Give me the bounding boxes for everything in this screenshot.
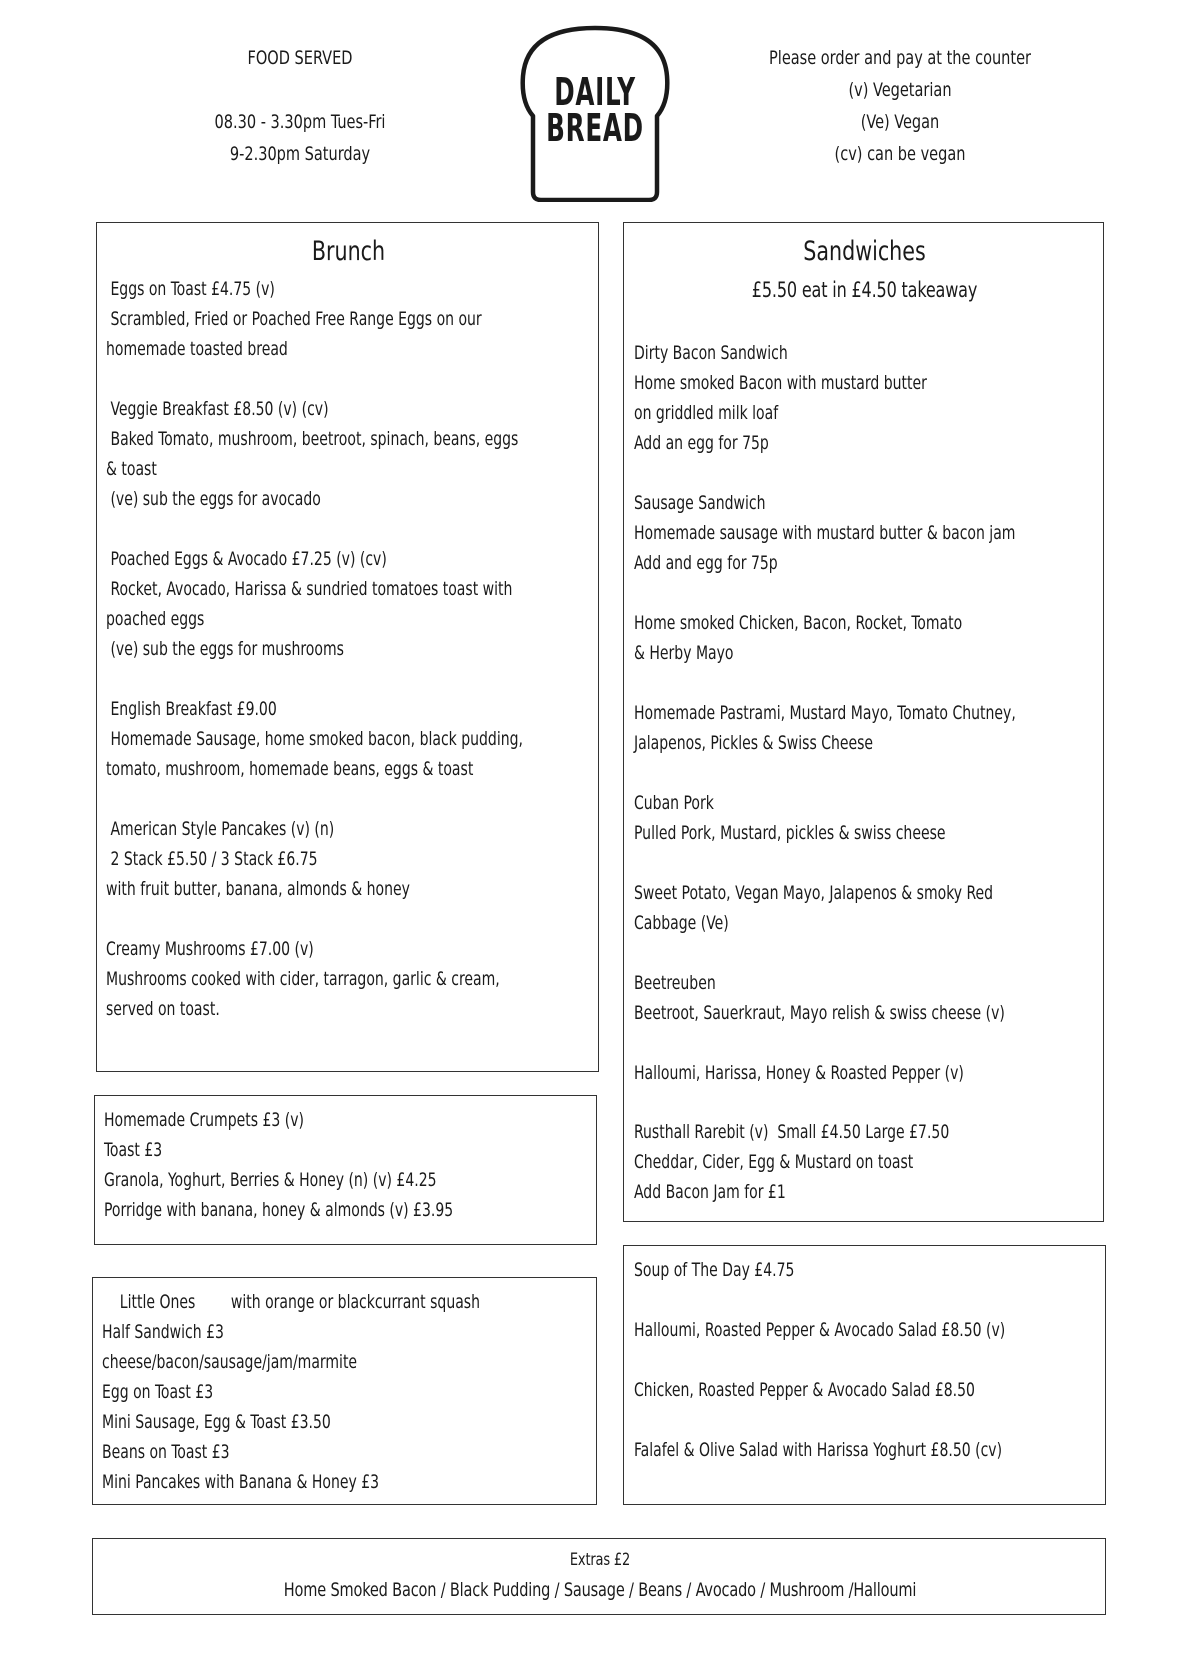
list-item: Beans on Toast £3 [102,1441,230,1463]
hours-weekdays: 08.30 - 3.30pm Tues-Fri [214,111,386,133]
soup-salads-section [623,1245,1106,1505]
list-item: Home smoked Bacon with mustard butter [634,372,927,394]
list-item: Home smoked Chicken, Bacon, Rocket, Tomato [634,612,963,634]
extras-section [92,1538,1106,1615]
list-item: Egg on Toast £3 [102,1381,214,1403]
logo-word-daily: DAILY [554,70,636,114]
list-item: Halloumi, Roasted Pepper & Avocado Salad £8.50 (v) [634,1319,1006,1341]
list-item: Cheddar, Cider, Egg & Mustard on toast [634,1151,914,1173]
list-item: Toast £3 [104,1139,163,1161]
list-item: Veggie Breakfast £8.50 (v) (cv) [106,398,329,420]
list-item: Half Sandwich £3 [102,1321,224,1343]
list-item: Sweet Potato, Vegan Mayo, Jalapenos & smoky Red [634,882,994,904]
list-item: (ve) sub the eggs for mushrooms [106,638,344,660]
spacer [150,74,450,106]
list-item: Cabbage (Ve) [634,912,729,934]
list-item: tomato, mushroom, homemade beans, eggs & toast [106,758,474,780]
list-item: American Style Pancakes (v) (n) [106,818,335,840]
list-item: Eggs on Toast £4.75 (v) [106,278,275,300]
list-item: poached eggs [106,608,205,630]
hours-saturday: 9-2.30pm Saturday [229,143,371,165]
list-item: Jalapenos, Pickles & Swiss Cheese [634,732,874,754]
list-item: English Breakfast £9.00 [106,698,277,720]
list-item: served on toast. [106,998,220,1020]
list-item: Creamy Mushrooms £7.00 (v) [106,938,314,960]
list-item: Halloumi, Harissa, Honey & Roasted Pepper (v) [634,1062,964,1084]
list-item: 2 Stack £5.50 / 3 Stack £6.75 [106,848,318,870]
key-vegan: (Ve) Vegan [860,111,940,133]
sandwiches-price: £5.50 eat in £4.50 takeaway [751,278,978,302]
order-instruction: Please order and pay at the counter [769,47,1031,69]
list-item: Homemade Sausage, home smoked bacon, black pudding, [106,728,523,750]
logo-word-bread: BREAD [546,106,644,150]
list-item: & Herby Mayo [634,642,734,664]
list-item: Pulled Pork, Mustard, pickles & swiss cheese [634,822,946,844]
list-item: Homemade Pastrami, Mustard Mayo, Tomato Chutney, [634,702,1016,724]
list-item: Add Bacon Jam for £1 [634,1181,786,1203]
extras-title: Extras £2 [569,1550,631,1570]
list-item: Beetreuben [634,972,716,994]
opening-hours [150,42,450,170]
ordering-info [700,42,1100,170]
crumpets-section [94,1095,597,1245]
list-item: Mushrooms cooked with cider, tarragon, garlic & cream, [106,968,500,990]
little-ones-section [92,1277,597,1505]
list-item: Baked Tomato, mushroom, beetroot, spinach, beans, eggs [106,428,519,450]
list-item: Mini Pancakes with Banana & Honey £3 [102,1471,380,1493]
list-item: Soup of The Day £4.75 [634,1259,795,1281]
list-item: Sausage Sandwich [634,492,766,514]
key-vegetarian: (v) Vegetarian [848,79,952,101]
list-item: (ve) sub the eggs for avocado [106,488,321,510]
list-item: cheese/bacon/sausage/jam/marmite [102,1351,358,1373]
list-item: Porridge with banana, honey & almonds (v) £3.95 [104,1199,454,1221]
list-item: Scrambled, Fried or Poached Free Range Eggs on our [106,308,482,330]
sandwiches-title: Sandwiches [803,236,926,267]
list-item: Homemade sausage with mustard butter & bacon jam [634,522,1016,544]
list-item: Dirty Bacon Sandwich [634,342,788,364]
list-item: Cuban Pork [634,792,714,814]
list-item: Chicken, Roasted Pepper & Avocado Salad £8.50 [634,1379,975,1401]
sandwiches-section [623,222,1104,1222]
list-item: Little Ones with orange or blackcurrant squash [102,1291,480,1313]
list-item: Rusthall Rarebit (v) Small £4.50 Large £7.50 [634,1121,950,1143]
list-item: Homemade Crumpets £3 (v) [104,1109,305,1131]
list-item: Granola, Yoghurt, Berries & Honey (n) (v) £4.25 [104,1169,437,1191]
daily-bread-logo [519,24,671,202]
brunch-section [96,222,599,1072]
list-item: & toast [106,458,157,480]
food-served-label: FOOD SERVED [247,47,353,69]
list-item: Mini Sausage, Egg & Toast £3.50 [102,1411,331,1433]
list-item: on griddled milk loaf [634,402,779,424]
list-item: Beetroot, Sauerkraut, Mayo relish & swiss cheese (v) [634,1002,1005,1024]
list-item: Falafel & Olive Salad with Harissa Yoghurt £8.50 (cv) [634,1439,1003,1461]
extras-items: Home Smoked Bacon / Black Pudding / Sausage / Beans / Avocado / Mushroom /Halloumi [283,1579,917,1601]
list-item: Poached Eggs & Avocado £7.25 (v) (cv) [106,548,387,570]
key-can-be-vegan: (cv) can be vegan [834,143,966,165]
list-item: Add an egg for 75p [634,432,769,454]
brunch-title: Brunch [311,236,386,267]
list-item: Add and egg for 75p [634,552,778,574]
list-item: Rocket, Avocado, Harissa & sundried tomatoes toast with [106,578,513,600]
list-item: with fruit butter, banana, almonds & honey [106,878,410,900]
list-item: homemade toasted bread [106,338,288,360]
